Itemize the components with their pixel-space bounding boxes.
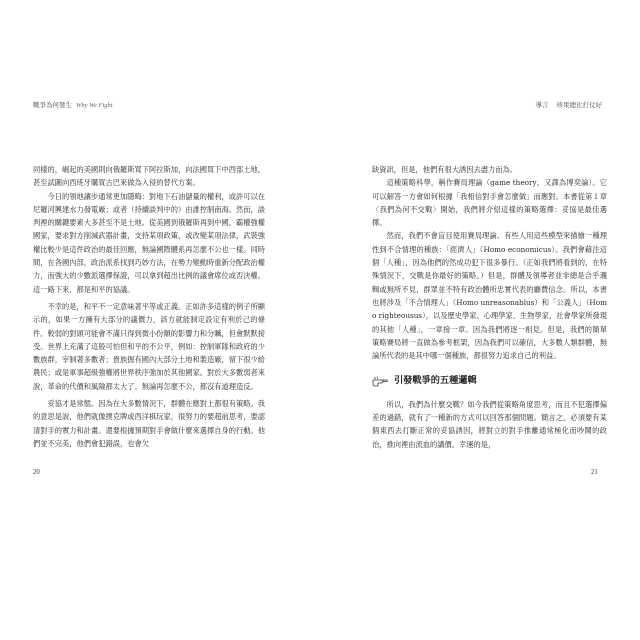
right-running-head-title: 珍果總比打仗好 <box>556 101 602 109</box>
left-page-number: 20 <box>33 469 40 476</box>
section-heading <box>372 374 607 387</box>
right-paragraph: 缺資訊，但是，他們有很大誘因去盡力而為。 <box>372 165 518 174</box>
right-paragraph: 所以，我們為什麼交戰？如今我們從策略角度思考，而且不犯選擇偏差的過錯，就有了一種新的方式可以回答那個問題。簡言之，必須要有某個東西去打斷正常的妥協誘因，將對立的對手推離通常極化而吵鬧的政治，推向裡由流血的講價。幸運的是， <box>372 399 607 449</box>
left-paragraph: 妥協才是常態。因為在大多數情況下，群體在應對上都很有策略。我的意思是說，他們就像撲克牌或西洋棋玩家，很努力的要超前思考，要認清對手的實力和計畫。還要根據預期對手會做什麼來選擇自身的行動。他們並不完美，他們會犯錯誤，也會欠 <box>33 399 266 448</box>
left-paragraph: 同樣的，崛起的美國則向俄羅斯買下阿拉斯加，向法國買下中西部土地，甚至試圖向西班牙購買古巴來做為入侵的替代方案。 <box>33 165 266 188</box>
right-page-number: 21 <box>591 469 598 476</box>
left-running-head-en: Why We Fight <box>76 102 113 109</box>
right-running-head <box>536 100 603 109</box>
left-running-head <box>33 100 113 109</box>
left-page-body <box>33 163 265 450</box>
section-title: 引發戰爭的五種邏輯 <box>394 375 477 387</box>
left-paragraph: 不幸的是，和平不一定意味著平等或正義。正如許多這樣的例子所顯示的，如果一方擁有大部分的議價力，該方就能制定設定有利於己的條件。較弱的對頭可能會不滿只得到微小份額的影響力和分贓，但會默默接受。世界上充滿了這般可怕但和平的不公平，例如：控制軍隊和政府的少數族群，宰制著多數者；貴族握有國內大部分土地和製造廠，留下很少給農民；或是軍事超級強權將世界秩序強加於其他國家。對於大多數弱者來說，革命的代價和風險都太大了。無論再怎麼不公，都沒有道理造反。 <box>33 301 266 391</box>
right-running-head-chapter: 導言 <box>535 101 549 109</box>
right-paragraph: 然而，我們不會盲目使用賽局理論。有些人用這些模型來描繪一種理性到不合情理的種族：「經濟人」（Homo economicus）。我們會藉注這個「人種」，因為他們的然成功犯下很多暴行。（正如我們將看到的，在特殊情況下，交戰是你最好的策略。）但是，群體及領導者並非總是合乎邏輯或無所不見，群眾並不特有政治體所忠實代表的廳費信念。所以，本書也將涉及「不合情理人」（Homo unreasonablus）和「公義人」（Homo righteousus），以及歷史學家、心理學家、生物學家，社會學家所發現的其他「人種」，一章接一章。因為我們將逐一相見。但是，我們的簡單策略賽局將一直做為參考框架，因為我們可以確信，大多數人類群體，無論所代表的是其中哪一個種族，都很努力追求自己的利益。 <box>372 231 607 361</box>
left-running-head-zh: 戰爭為何發生 <box>33 101 72 109</box>
left-paragraph: 今日的領地讓步通常更加隱晦：對地下石油儲量的權利，或許可以在尼羅河興建水力發電廠；或者（持續談判中的）由誰控制南海。然而，談判裡的關鍵要素大多甚至不是土地。從美國到俄羅斯再到中國，霸權強權國家，要求對方削減武器計畫，支持某項政策，或改變某項法律，武裝強權比較少是這件政治的最佳回應，無論國際體系再怎麼不公也一樣。同時間，在各國內部，政治派系找到巧妙方法，在勢力變動時重新分配政治權力，而強大的少數派選擇保證，可以拿到超出比例的議會席位或否決權。這一路下來，都是和平的協議。 <box>33 191 266 294</box>
right-page-body <box>372 163 607 451</box>
pointing-hand-icon <box>372 376 388 387</box>
right-paragraph: 這種策略科學，稱作賽局理論（game theory，又譯為博奕論）。它可以解答一方會如何根據「我相信對手會怎麼做」而應對。本書從第１章〈我們為何不交戰〉開始，我們將介紹這樣的策略選擇：妥協是最佳選擇。 <box>372 178 607 228</box>
